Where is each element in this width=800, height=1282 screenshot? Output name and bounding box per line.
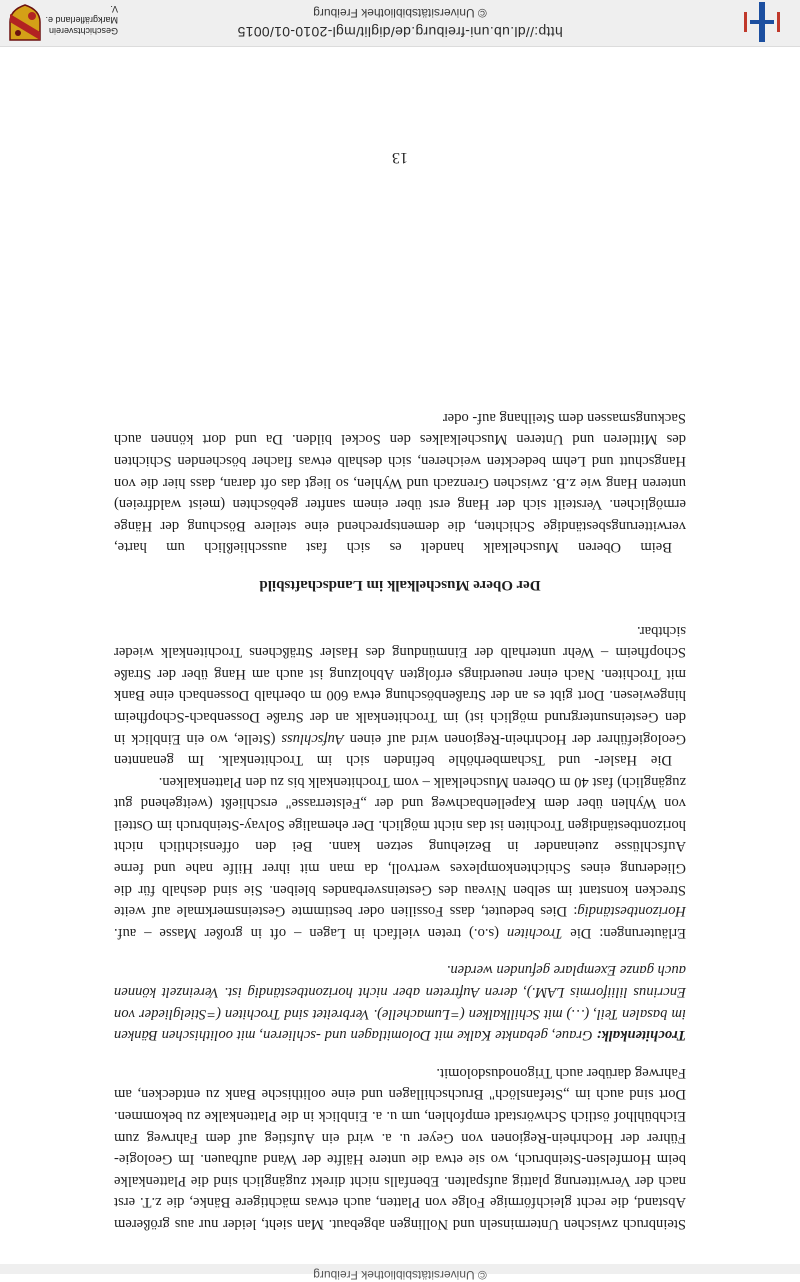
text-run: (s.o.) treten vielfach in Lagen – oft in großer Masse – auf.	[114, 924, 507, 941]
document-url[interactable]: http://dl.ub.uni-freiburg.de/diglit/mgl-2010-01/0015	[237, 24, 563, 40]
note-text: Graue, gebankte Kalke mit Dolomitlagen und -schlieren, mit oolithischen Bänken im basalen Teil, (…) mit Schillkalken (=Lumachelle). Verbreitet sind Trochiten (=Stielglieder von Encrinus liliiformis LAM.), deren Auftreten aber nicht horizontbeständig ist. Vereinzelt können auch ganze Exemplare gefunden werden.	[114, 962, 686, 1044]
italic-term: Horizontbeständig	[577, 903, 686, 920]
society-logo	[8, 4, 118, 42]
text-column	[114, 406, 686, 1234]
page-number: 13	[392, 149, 408, 166]
text-run: Die Hasler- und Tschamberhöhle befinden sich im Trochitenkalk. Im genannten Geologieführer der Hochrhein-Regionen wird auf einen	[114, 730, 686, 769]
section-heading: Der Obere Muschelkalk im Landschaftsbild	[259, 576, 541, 593]
text-run: (Stelle, wo ein Einblick in den Gesteinsuntergrund möglich ist) im Trochitenkalk an der Straße Dossenbach-Schopfheim hingewiesen. Dort gibt es an der Straßenböschung etwa 600 m oberhalb Dossenbach eine Bank mit Trochiten. Nach einer neuerdings erfolgten Abholzung ist auch am Hang über der Straße Schopfheim – Wehr unterhalb der Einmündung des Hasler Sträßchens Trochitenkalk wieder sichtbar.	[114, 622, 686, 747]
trochitenkalk-note	[114, 959, 686, 1045]
footer-bar	[0, 0, 800, 47]
paragraph-explanations	[114, 770, 686, 943]
note-label: Trochitenkalk:	[596, 1027, 686, 1044]
paragraph-landscape: Beim Oberen Muschelkalk handelt es sich fast ausschließlich um harte, verwitterungsbeständige Schichten, die dementsprechend eine steilere Böschung der Hänge ermöglichen. Versteilt sich der Hang erst über einem sanfter geböschten (meist waldfreien) unteren Hang wie z.B. zwischen Grenzach und Wyhlen, so liegt das oft daran, dass hier die von Hangschutt und Lehm bedeckten weicheren, sich deshalb etwas flacher böschenden Schichten des Mittleren und Unteren Muschelkalkes den Sockel bilden. Da und dort können auch Sackungsmassen dem Steilhang auf- oder	[114, 409, 686, 556]
paragraph-quarry: Steinbruch zwischen Unterminseln und Nollingen abgebaut. Man sieht, leider nur aus größerem Abstand, die recht gleichförmige Folge von Platten, auch etwas mächtigere Bänke, die z.T. erst nach der Verwitterung plattig aufspalten. Ebenfalls nicht direkt zugänglich sind die Plattenkalke beim Hornfelsen-Steinbruch, wo sie etwa die untere Hälfte der Wand aufbauen. Im Geologie-Führer der Hochrhein-Regionen von Geyer u. a. wird ein Aufstieg auf dem Fahrweg zum Eichbühlhof östlich Schwörstadt empfohlen, um u. a. Einblick in die Plattenkalke zu bekommen. Dort sind auch im „Stefanslöch" Bruchschillagen und eine oolithische Bank zu entdecken, am Fahrweg darüber auch Trigonodusdolomit.	[114, 1064, 686, 1232]
cut-off-header-text: © Universitätsbibliothek Freiburg	[313, 1268, 487, 1282]
text-run: : Dies bedeutet, dass Fossilien oder bestimmte Gesteinsmerkmale auf weite Strecken konstant im selben Niveau des Gesteinsverbandes bleiben. Sie sind deshalb für die Gliederung eines Schichtenkomplexes wertvoll, da man mit ihrer Hilfe nahe und ferne Aufschlüsse zueinander in Beziehung setzen kann. Bei den offensichtlich nicht horizontbeständigen Trochiten ist das nicht möglich. Der ehemalige Solvay-Steinbruch im Ostteil von Wyhlen über dem Kapellenbachweg und der „Felsterrasse" erschließt (weitgehend gut zugänglich) fast 40 m Oberen Muschelkalk – vom Trochitenkalk bis zu den Plattenkalken.	[114, 773, 686, 920]
society-name: Geschichtsverein Markgräflerland e. V.	[45, 4, 118, 36]
text-run: Erläuterungen: Die	[562, 924, 686, 941]
italic-term: Aufschluss	[281, 730, 344, 747]
copyright-text: © Universitätsbibliothek Freiburg	[313, 6, 487, 20]
paragraph-caves	[114, 619, 686, 770]
cut-off-header-bar	[0, 1264, 800, 1282]
italic-term: Trochiten	[506, 924, 563, 941]
coat-of-arms-icon	[8, 4, 42, 42]
